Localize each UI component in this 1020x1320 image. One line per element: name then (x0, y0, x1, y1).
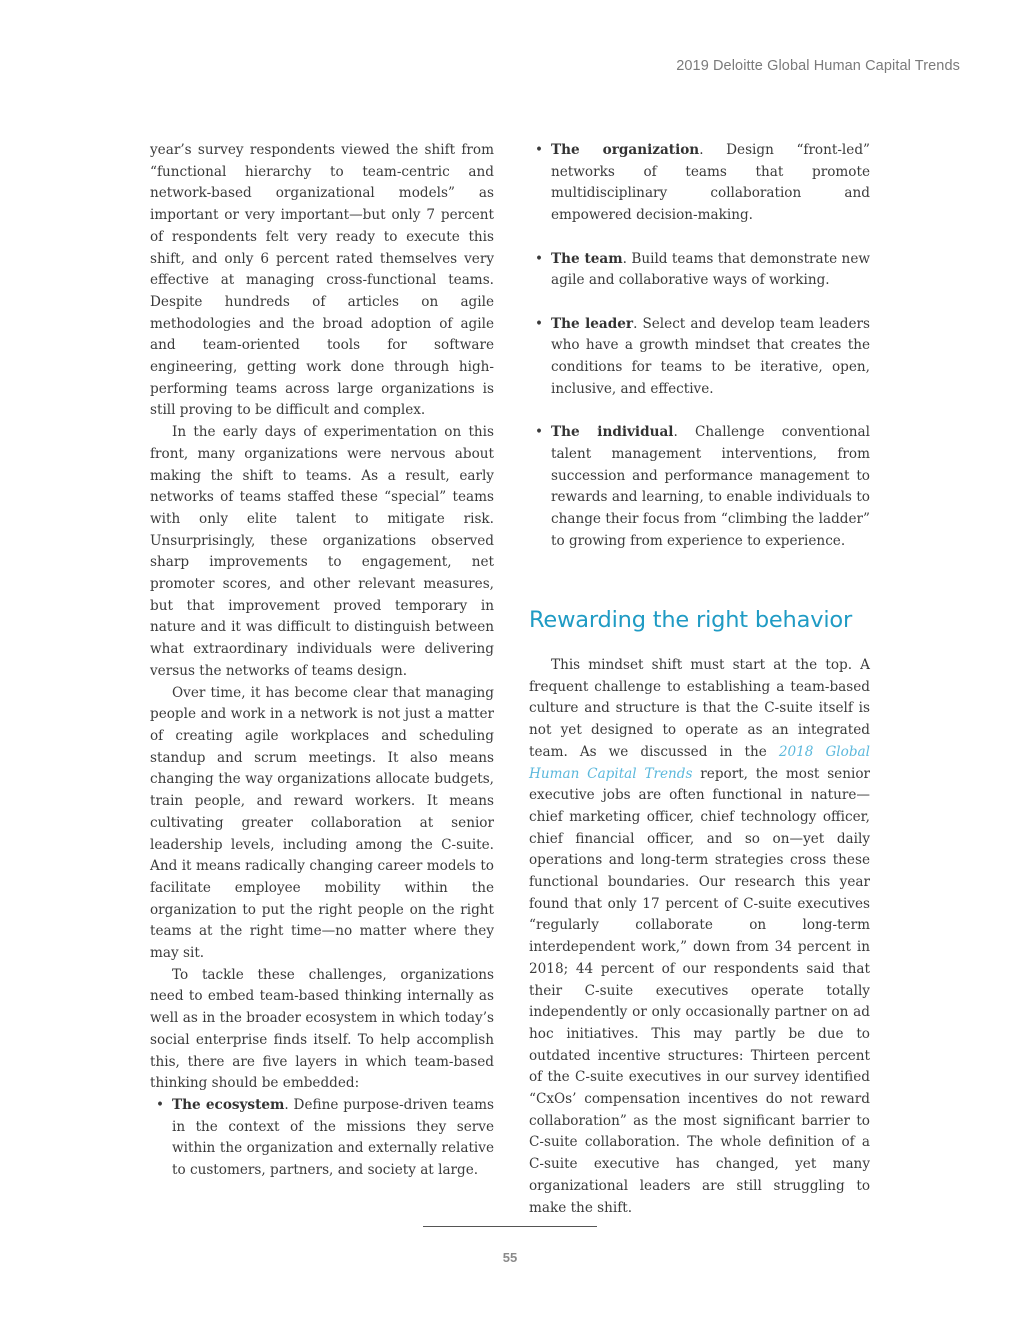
layer-list (529, 140, 870, 552)
footer-divider (423, 1226, 597, 1227)
list-item-lead: The organization (551, 142, 700, 158)
body-paragraph (529, 655, 870, 1219)
list-item-lead: The ecosystem (172, 1096, 285, 1113)
bullet-icon: • (535, 142, 544, 158)
layer-list (150, 1095, 494, 1182)
list-item-ecosystem (150, 1095, 494, 1182)
body-paragraph: To tackle these challenges, organizations need to embed team-based thinking internally as well as in the broader ecosystem in which today’s social enterprise finds itself. To help accomplish this, there are five layers in which team-based thinking should be embedded: (150, 966, 494, 1092)
list-item-text: . Select and develop team leaders who have a growth mindset that creates the conditions for teams to be iterative, open, inclusive, and effective. (551, 315, 870, 397)
list-item-individual (529, 422, 870, 552)
right-column (529, 140, 870, 1219)
body-paragraph: Over time, it has become clear that managing people and work in a network is not just a matter of creating agile workplaces and scheduling standup and scrum meetings. It also means changing the way organizations allocate budgets, train people, and reward workers. It means cultivating greater collaboration at senior leadership levels, including among the C-suite. And it means radically changing career models to facilitate employee mobility within the organization to put the right people on the right teams at the right time—no matter where they may sit. (150, 684, 494, 962)
list-item-text: . Challenge conventional talent management interventions, from succession and performance management to rewards and learning, to enable individuals to change their focus from “climbing the ladder” to growing from experience to experience. (551, 424, 870, 549)
report-link[interactable]: 2018 Global Human Capital Trends (529, 743, 870, 782)
body-paragraph: year’s survey respondents viewed the shift from “functional hierarchy to team-centric and network-based organizational models” as important or very important—but only 7 percent of respondents felt very ready to execute this shift, and only 6 percent rated themselves very effective at managing cross-functional teams. Despite hundreds of articles on agile methodologies and the broad adoption of agile and team-oriented tools for software engineering, getting work done through high-performing teams across large organizations is still proving to be difficult and complex. (150, 142, 494, 419)
list-item-text: . Build teams that demonstrate new agile and collaborative ways of working. (551, 250, 870, 289)
body-paragraph: In the early days of experimentation on this front, many organizations were nervous about making the shift to teams. As a result, early networks of teams staffed these “special” teams with only elite talent to mitigate risk. Unsurprisingly, these organizations observed sharp improvements to engagement, net promoter scores, and other relevant measures, but that improvement proved temporary in nature and it was difficult to distinguish between what extraordinary individuals were delivering versus the networks of teams design. (150, 424, 494, 679)
list-item-lead: The individual (551, 424, 674, 441)
bullet-icon: • (156, 1096, 165, 1113)
list-item-text: . Define purpose-driven teams in the context of the missions they serve within the organization and externally relative to customers, partners, and society at large. (172, 1096, 494, 1179)
bullet-icon: • (535, 315, 544, 332)
list-item-text: . Design “front-led” networks of teams that promote multidisciplinary collaboration and empowered decision-making. (551, 142, 870, 224)
bullet-icon: • (535, 250, 544, 267)
paragraph-text: report, the most senior executive jobs are often functional in nature—chief marketing officer, chief technology officer, chief financial officer, and so on—yet daily operations and long-term strategies cross these functional boundaries. Our research this year found that only 17 percent of C-suite executives “regularly collaborate on long-term interdependent work,” down from 34 percent in 2018; 44 percent of our respondents said that their C-suite executives operate totally independently or only occasionally partner on ad hoc initiatives. This may partly be due to outdated incentive structures: Thirteen percent of the C-suite executives in our survey identified “CxOs’ compensation incentives do not reward collaboration” as the most significant barrier to C-suite collaboration. The whole definition of a C-suite executive has changed, yet many organizational leaders are still struggling to make the shift. (529, 765, 870, 1216)
page-number: 55 (502, 1250, 518, 1265)
running-header: 2019 Deloitte Global Human Capital Trends (676, 58, 960, 74)
bullet-icon: • (535, 424, 544, 441)
list-item-team (529, 249, 870, 292)
list-item-lead: The leader (551, 315, 634, 332)
list-item-lead: The team (551, 250, 623, 267)
section-heading: Rewarding the right behavior (529, 607, 852, 634)
list-item-leader (529, 314, 870, 401)
list-item-organization (529, 140, 870, 227)
left-column (150, 140, 494, 1182)
paragraph-text: This mindset shift must start at the top. A frequent challenge to establishing a team-based culture and structure is that the C-suite itself is not yet designed to operate as an integrated team. As we discussed in the (529, 657, 870, 760)
